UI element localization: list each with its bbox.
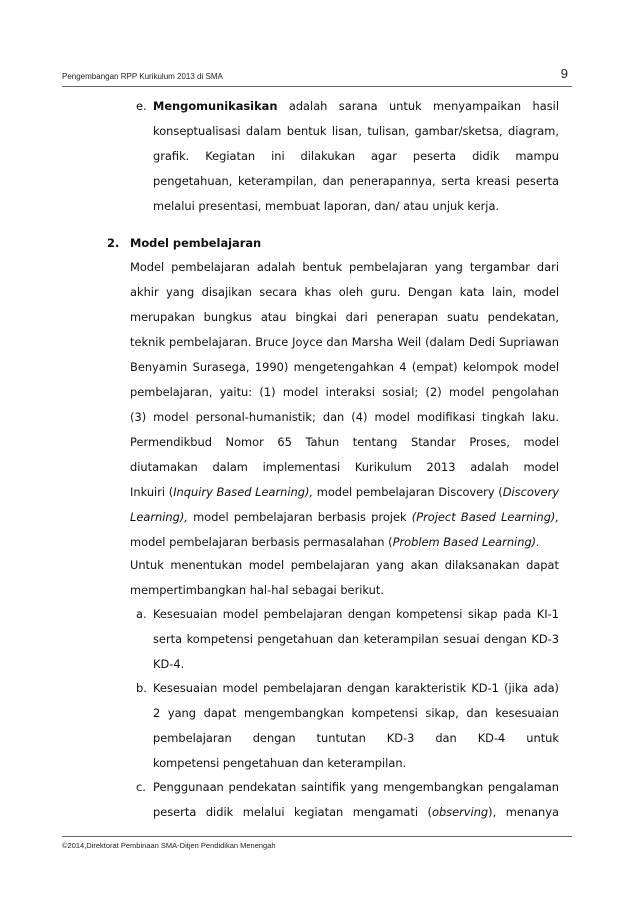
footer-text: ©2014,Direktorat Pembinaan SMA-Ditjen Pendidikan Menengah	[62, 841, 276, 850]
paragraph-line: merupakan bungkus atau bingkai dari penerapan suatu pendekatan,	[130, 310, 559, 324]
item-e-line-2: konseptualisasi dalam bentuk lisan, tulisan, gambar/sketsa, diagram,	[153, 124, 559, 138]
section-heading: Model pembelajaran	[130, 236, 262, 250]
header-title: Pengembangan RPP Kurikulum 2013 di SMA	[62, 72, 223, 81]
item-e-label: e.	[136, 99, 147, 113]
paragraph-line: (3) model personal-humanistik; dan (4) model modifikasi tingkah laku.	[130, 410, 559, 424]
paragraph-line: Benyamin Surasega, 1990) mengetengahkan 4 (empat) kelompok model	[130, 360, 559, 374]
paragraph-line: pembelajaran, yaitu: (1) model interaksi sosial; (2) model pengolahan	[130, 385, 559, 399]
paragraph-line: Untuk menentukan model pembelajaran yang akan dilaksanakan dapat	[130, 558, 559, 572]
section-number: 2.	[107, 236, 120, 250]
paragraph-line: akhir yang disajikan secara khas oleh guru. Dengan kata lain, model	[130, 285, 559, 299]
item-a-line: Kesesuaian model pembelajaran dengan kompetensi sikap pada KI-1	[153, 607, 559, 621]
item-b-line: pembelajaran dengan tuntutan KD-3 dan KD-4 untuk	[153, 731, 559, 745]
text-span: model pembelajaran berbasis projek	[187, 510, 412, 524]
item-c-label: c.	[136, 780, 146, 794]
paragraph-line: Model pembelajaran adalah bentuk pembelajaran yang tergambar dari	[130, 260, 559, 274]
text-span: ), menanya	[488, 805, 559, 819]
item-e-text: adalah sarana untuk menyampaikan hasil	[277, 99, 559, 113]
text-span: peserta didik melalui kegiatan mengamati (	[153, 805, 432, 819]
header-divider	[62, 86, 572, 87]
page-header	[62, 66, 572, 86]
page-number: 9	[560, 66, 568, 81]
italic-term: observing	[431, 805, 489, 819]
item-c-line	[153, 804, 559, 820]
item-b-line: kompetensi pengetahuan dan keterampilan.	[153, 756, 407, 770]
text-span: model pembelajaran Discovery (	[313, 485, 503, 499]
paragraph-line: mempertimbangkan hal-hal sebagai berikut.	[130, 583, 384, 597]
paragraph-line	[130, 534, 540, 550]
item-e-line-1	[153, 98, 559, 114]
item-a-line: serta kompetensi pengetahuan dan keterampilan sesuai dengan KD-3	[153, 632, 559, 646]
paragraph-line	[130, 484, 559, 500]
italic-term: Problem Based Learning).	[392, 535, 540, 549]
paragraph-line: Permendikbud Nomor 65 Tahun tentang Standar Proses, model	[130, 435, 559, 449]
italic-term: Learning),	[130, 510, 188, 524]
italic-term: Discovery	[502, 485, 559, 499]
item-e-line-5: melalui presentasi, membuat laporan, dan/ atau unjuk kerja.	[153, 199, 500, 213]
item-b-line: 2 yang dapat mengembangkan kompetensi sikap, dan kesesuaian	[153, 706, 559, 720]
item-e-line-3: grafik. Kegiatan ini dilakukan agar peserta didik mampu	[153, 149, 559, 163]
text-span: Inkuiri (	[130, 485, 174, 499]
item-e-term: Mengomunikasikan	[153, 99, 278, 113]
paragraph-line	[130, 509, 559, 525]
item-a-label: a.	[136, 607, 147, 621]
paragraph-line: diutamakan dalam implementasi Kurikulum 2013 adalah model	[130, 460, 559, 474]
text-span: model pembelajaran berbasis permasalahan (	[130, 535, 393, 549]
item-b-label: b.	[136, 681, 147, 695]
item-a-line: KD-4.	[153, 657, 185, 671]
italic-term: Inquiry Based Learning),	[173, 485, 314, 499]
paragraph-line: teknik pembelajaran. Bruce Joyce dan Marsha Weil (dalam Dedi Supriawan	[130, 335, 559, 349]
italic-term: (Project Based Learning),	[411, 510, 559, 524]
footer-divider	[62, 836, 572, 837]
item-c-line: Penggunaan pendekatan saintifik yang mengembangkan pengalaman	[153, 780, 559, 794]
item-e-line-4: pengetahuan, keterampilan, dan penerapannya, serta kreasi peserta	[153, 174, 559, 188]
item-b-line: Kesesuaian model pembelajaran dengan karakteristik KD-1 (jika ada)	[153, 681, 559, 695]
